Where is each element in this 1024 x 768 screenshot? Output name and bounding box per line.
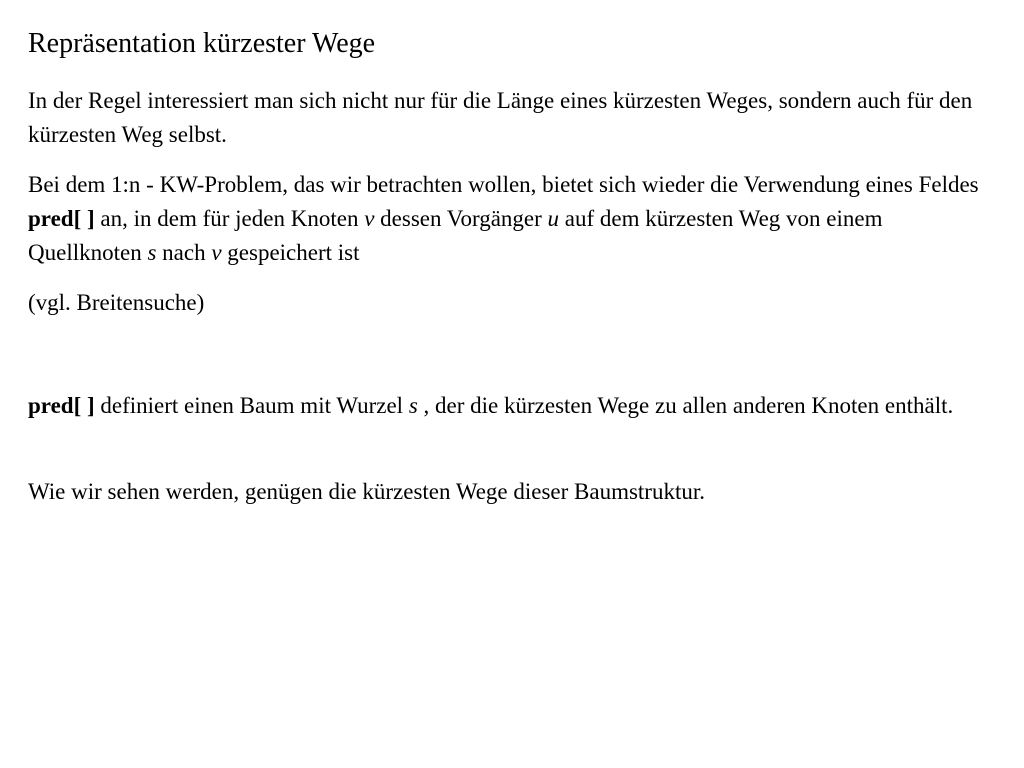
paragraph-tree-definition [28, 389, 998, 423]
var-s: s [147, 240, 157, 265]
paragraph-pred-array [28, 168, 998, 270]
text-segment: , der die kürzesten Wege zu allen anderen Knoten enthält. [417, 393, 954, 418]
text-segment: Bei dem 1:n - KW-Problem, das wir betrachten wollen, bietet sich wieder die Verwendung eines Feldes [28, 172, 979, 197]
paragraph-breadth-search-ref: (vgl. Breitensuche) [28, 290, 205, 315]
text-segment: an, in dem für jeden Knoten [94, 206, 365, 231]
slide-title: Repräsentation kürzester Wege [28, 28, 376, 59]
var-v: v [364, 206, 375, 231]
text-segment: gespeichert ist [221, 240, 360, 265]
var-u: u [547, 206, 560, 231]
paragraph-conclusion: Wie wir sehen werden, genügen die kürzesten Wege dieser Baumstruktur. [28, 479, 705, 504]
paragraph-intro: In der Regel interessiert man sich nicht nur für die Länge eines kürzesten Weges, sondern auch für den kürzesten Weg selbst. [28, 88, 973, 147]
text-segment: auf dem kürzesten Weg von einem Quellknoten [28, 206, 883, 265]
var-v: v [211, 240, 222, 265]
pred-array-term: pred[ ] [28, 206, 95, 231]
text-segment: nach [156, 240, 212, 265]
pred-array-term: pred[ ] [28, 393, 95, 418]
var-s: s [408, 393, 418, 418]
text-segment: dessen Vorgänger [374, 206, 548, 231]
text-segment: definiert einen Baum mit Wurzel [94, 393, 409, 418]
